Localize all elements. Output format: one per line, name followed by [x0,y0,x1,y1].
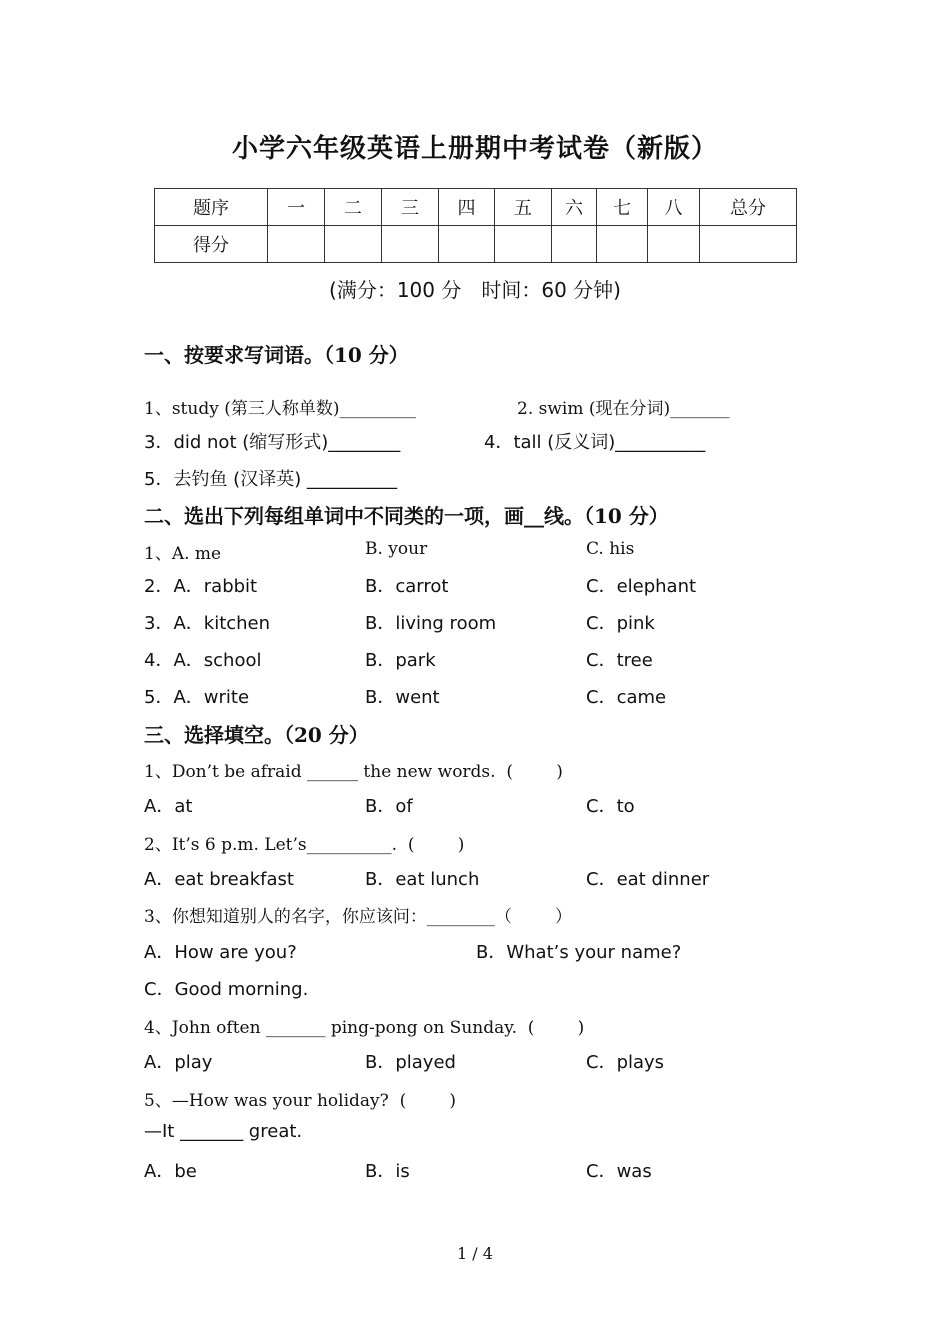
score-header-cell: 七 [597,189,648,226]
score-cell [648,226,700,263]
section1-q2: 2. swim (现在分词)_______ [517,399,730,419]
section3-q4-c: C．plays [586,1052,665,1073]
score-header-cell: 八 [648,189,700,226]
section3-q1-stem: 1、Don’t be afraid ______ the new words. ( ) [144,762,563,782]
section2-row2-a: 2．A．rabbit [144,576,258,597]
section2-row2-b: B．carrot [365,576,449,597]
section3-q2-b: B．eat lunch [365,869,480,890]
section1-heading: 一、按要求写词语。（10 分） [144,343,409,367]
section3-q1-b: B．of [365,796,413,817]
section2-row3-a: 3．A．kitchen [144,613,271,634]
section3-q5-line2: —It _______ great. [144,1121,303,1142]
section2-row3-b: B．living room [365,613,497,634]
score-cell [268,226,325,263]
score-header-cell: 三 [382,189,439,226]
score-header-cell: 一 [268,189,325,226]
score-header-cell: 题序 [155,189,268,226]
section2-row1-a: 1、A. me [144,544,222,564]
score-cell [325,226,382,263]
section3-q3-a: A．How are you? [144,942,297,963]
section2-row2-c: C．elephant [586,576,697,597]
section2-row5-c: C．came [586,687,667,708]
section2-row5-a: 5．A．write [144,687,250,708]
section3-q4-b: B．played [365,1052,456,1073]
section3-q2-c: C．eat dinner [586,869,710,890]
section2-row1-b: B. your [365,539,428,559]
score-table-score-row [155,226,797,263]
score-cell [495,226,552,263]
section1-q3: 3．did not (缩写形式)________ [144,432,401,453]
section3-q1-c: C．to [586,796,635,817]
score-header-cell: 总分 [700,189,797,226]
section2-row4-c: C．tree [586,650,653,671]
page-number: 1 / 4 [457,1244,493,1263]
section1-q1: 1、study (第三人称单数)_________ [144,399,416,419]
score-header-cell: 五 [495,189,552,226]
score-table-header-row [155,189,797,226]
score-cell [382,226,439,263]
score-cell [700,226,797,263]
section3-q4-stem: 4、John often _______ ping-pong on Sunday. ( ) [144,1018,585,1038]
section3-q3-b: B．What’s your name? [476,942,682,963]
page-title: 小学六年级英语上册期中考试卷（新版） [231,134,718,164]
score-table [154,188,797,263]
score-header-cell: 二 [325,189,382,226]
section3-q3-stem: 3、你想知道别人的名字，你应该问：________（ ） [144,907,573,927]
score-cell [597,226,648,263]
exam-info: (满分：100 分 时间：60 分钟) [329,278,621,302]
section3-q2-a: A．eat breakfast [144,869,294,890]
section3-q1-a: A．at [144,796,193,817]
section3-q5-a: A．be [144,1161,197,1182]
section2-row4-a: 4．A．school [144,650,262,671]
section3-q5-c: C．was [586,1161,652,1182]
section1-q4: 4．tall (反义词)__________ [484,432,706,453]
score-cell [552,226,597,263]
score-header-cell: 四 [439,189,495,226]
section2-row5-b: B．went [365,687,440,708]
section2-heading: 二、选出下列每组单词中不同类的一项，画__线。（10 分） [144,504,669,528]
section1-q5: 5．去钓鱼 (汉译英) __________ [144,469,397,490]
section2-row3-c: C．pink [586,613,655,634]
section3-heading: 三、选择填空。（20 分） [144,723,369,747]
section2-row1-c: C. his [586,539,635,559]
score-header-cell: 六 [552,189,597,226]
score-cell [439,226,495,263]
section3-q4-a: A．play [144,1052,213,1073]
section3-q5-b: B．is [365,1161,410,1182]
section3-q2-stem: 2、It’s 6 p.m. Let’s__________. ( ) [144,835,465,855]
score-row-label: 得分 [155,226,268,263]
section3-q3-c: C．Good morning. [144,979,309,1000]
section3-q5-stem: 5、—How was your holiday? ( ) [144,1091,457,1111]
section2-row4-b: B．park [365,650,436,671]
